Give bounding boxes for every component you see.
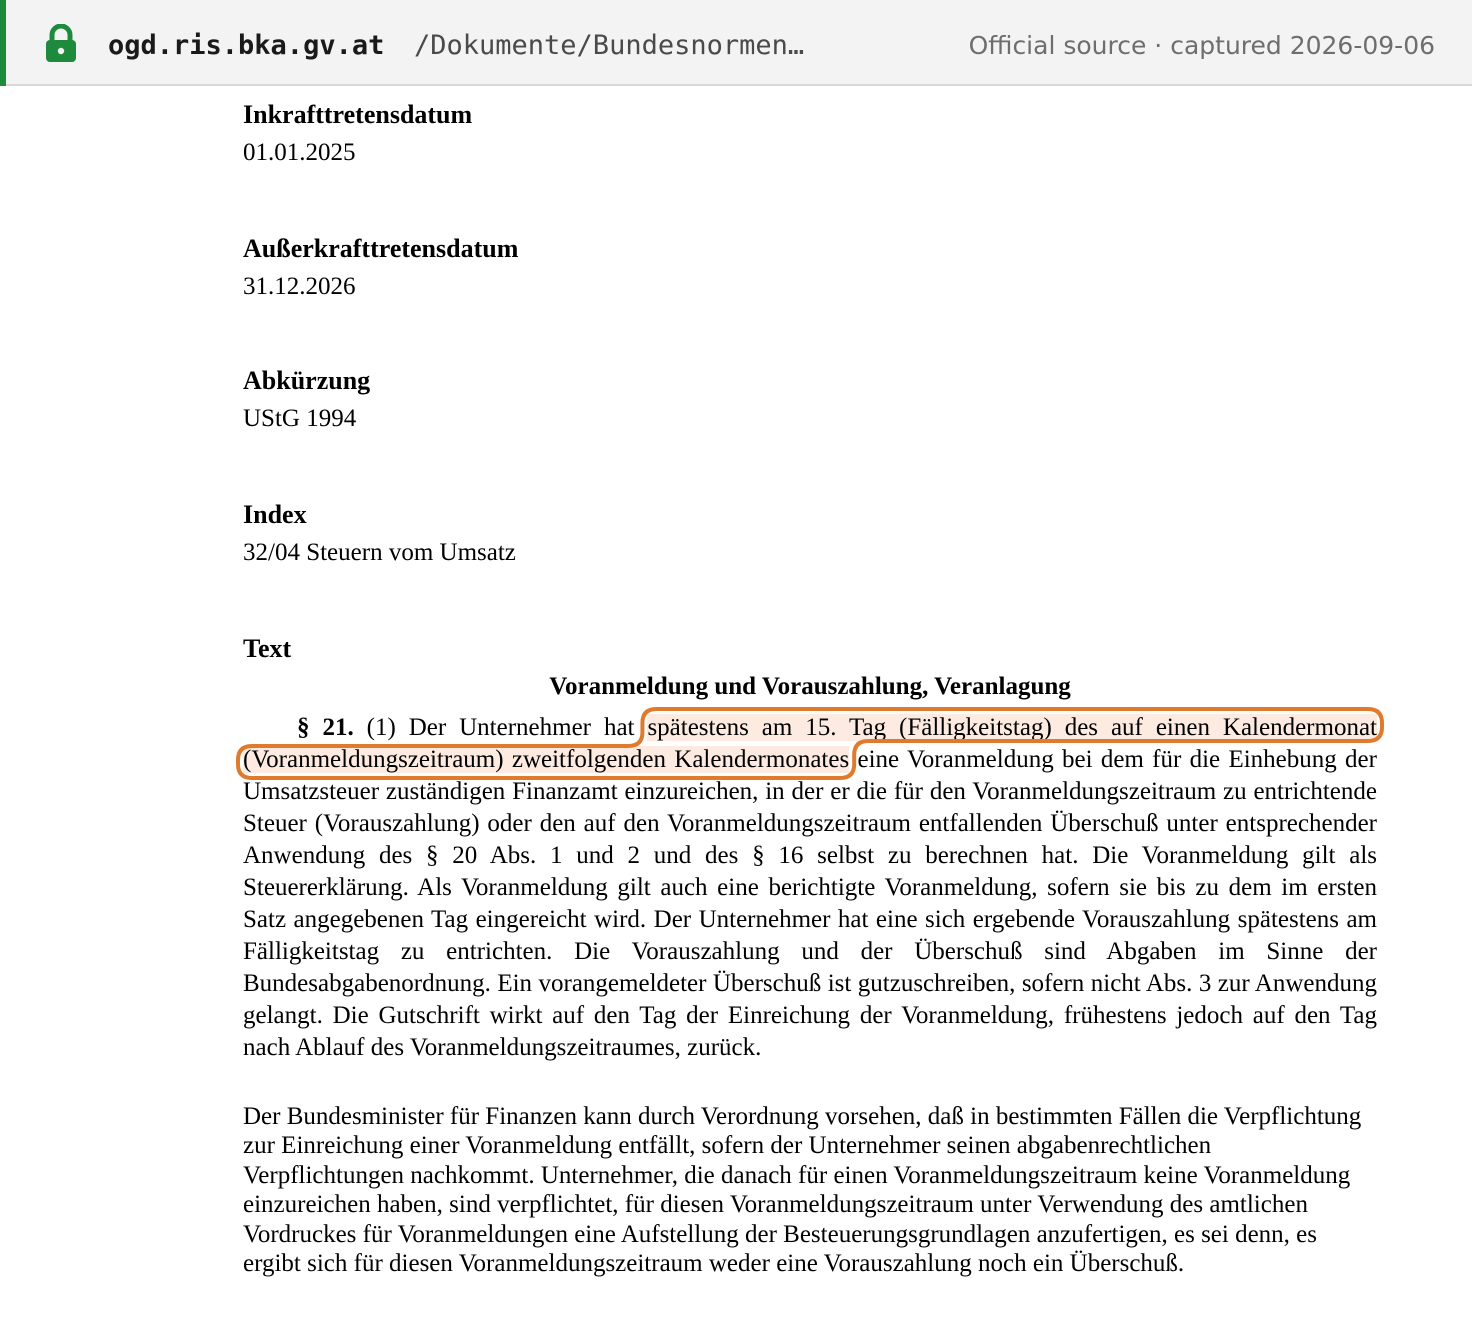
lock-icon[interactable]	[44, 24, 78, 64]
field-ausserkrafttretensdatum	[243, 230, 518, 306]
url-path[interactable]: /Dokumente/Bundesnormen…	[414, 30, 805, 61]
section-title: Voranmeldung und Vorauszahlung, Veranlagung	[549, 673, 1071, 700]
paragraph-21-1	[243, 712, 1377, 1064]
field-inkrafttretensdatum	[243, 96, 472, 172]
address-bar	[0, 0, 1472, 86]
field-value: 01.01.2025	[243, 139, 356, 166]
text-section-label: Text	[243, 634, 292, 663]
paragraph-text-before: (1) Der Unternehmer hat	[353, 714, 648, 741]
url-domain[interactable]: ogd.ris.bka.gv.at	[108, 30, 385, 61]
paragraph-number: § 21.	[297, 714, 354, 741]
field-value: 32/04 Steuern vom Umsatz	[243, 539, 516, 566]
highlighted-text: spätestens am 15. Tag (Fälligkeitstag) des auf einen Kalendermonat (Voranmeldungszeitraum) zweitfolgenden Kalendermonates	[243, 714, 1377, 773]
address-bar-accent	[0, 0, 6, 86]
field-label: Inkrafttretensdatum	[243, 100, 473, 129]
paragraph-21-1-continued: Der Bundesminister für Finanzen kann durch Verordnung vorsehen, daß in bestimmten Fällen die Verpflichtung zur Einreichung einer Voranmeldung entfällt, sofern der Unternehmer seinen abgabenrechtlichen Verpflichtungen nachkommt. Unternehmer, die danach für einen Voranmeldungszeitraum keine Voranmeldung einzureichen haben, sind verpflichtet, für diesen Voranmeldungszeitraum unter Verwendung des amtlichen Vordruckes für Voranmeldungen eine Aufstellung der Besteuerungsgrundlagen anzufertigen, es sei denn, es ergibt sich für diesen Voranmeldungszeitraum weder eine Vorauszahlung noch ein Überschuß.	[243, 1103, 1362, 1278]
source-note: Official source · captured 2026-09-06	[968, 31, 1435, 60]
field-index	[243, 496, 516, 572]
field-label: Außerkrafttretensdatum	[243, 234, 519, 263]
field-label: Index	[243, 500, 307, 529]
field-abkuerzung	[243, 362, 370, 438]
field-label: Abkürzung	[243, 366, 371, 395]
field-value: UStG 1994	[243, 405, 357, 432]
field-value: 31.12.2026	[243, 273, 356, 300]
paragraph-text-after: eine Voranmeldung bei dem für die Einhebung der Umsatzsteuer zuständigen Finanzamt einzureichen, in der er die für den Voranmeldungszeitraum zu entrichtende Steuer (Vorauszahlung) oder den auf den Voranmeldungszeitraum entfallenden Überschuß unter entsprechender Anwendung des § 20 Abs. 1 und 2 und des § 16 selbst zu berechnen hat. Die Voranmeldung gilt als Steuererklärung. Als Voranmeldung gilt auch eine berichtigte Voranmeldung, sofern sie bis zu dem im ersten Satz angegebenen Tag eingereicht wird. Der Unternehmer hat eine sich ergebende Vorauszahlung spätestens am Fälligkeitstag zu entrichten. Die Vorauszahlung und der Überschuß sind Abgaben im Sinne der Bundesabgabenordnung. Ein vorangemeldeter Überschuß ist gutzuschreiben, sofern nicht Abs. 3 zur Anwendung gelangt. Die Gutschrift wirkt auf den Tag der Einreichung der Voranmeldung, frühestens jedoch auf den Tag nach Ablauf des Voranmeldungszeitraumes, zurück.	[243, 746, 1377, 1061]
